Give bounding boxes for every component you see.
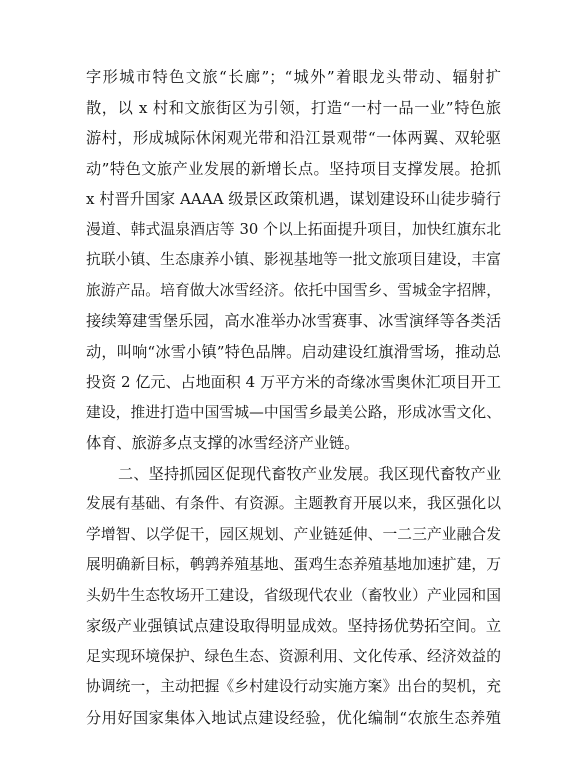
document-page: [86, 62, 501, 733]
paragraph-1: [86, 62, 501, 459]
paragraph-line: 旅游产品。培育做大冰雪经济。依托中国雪乡、雪城金字招牌，: [86, 281, 501, 299]
paragraph-line: 投资 2 亿元、占地面积 4 万平方米的奇缘冰雪奥休汇项目开工: [86, 373, 501, 391]
paragraph-line: x 村晋升国家 AAAA 级景区政策机遇，谋划建设环山徒步骑行: [86, 190, 501, 208]
paragraph-line: 动，叫响“冰雪小镇”特色品牌。启动建设红旗滑雪场，推动总: [86, 342, 501, 361]
paragraph-line: 头奶牛生态牧场开工建设，省级现代农业（畜牧业）产业园和国: [86, 586, 501, 604]
paragraph-line: 抗联小镇、生态康养小镇、影视基地等一批文旅项目建设，丰富: [86, 251, 501, 268]
paragraph-line: 学增智、以学促干，园区规划、产业链延伸、一二三产业融合发: [86, 525, 501, 543]
paragraph-line: 动”特色文旅产业发展的新增长点。坚持项目支撑发展。抢抓: [86, 159, 501, 178]
paragraph-line: 协调统一，主动把握《乡村建设行动实施方案》出台的契机，充: [86, 678, 501, 695]
paragraph-line: 发展有基础、有条件、有资源。主题教育开展以来，我区强化以: [86, 495, 501, 512]
paragraph-line: 字形城市特色文旅“长廊”；“城外”着眼龙头带动、辐射扩: [86, 68, 501, 86]
paragraph-line: 游村，形成城际休闲观光带和沿江景观带“一体两翼、双轮驱: [86, 129, 501, 147]
paragraph-line: 建设，推进打造中国雪城—中国雪乡最美公路，形成冰雪文化、: [86, 403, 501, 421]
paragraph-2: [86, 459, 501, 734]
section-heading-line: 二、坚持抓园区促现代畜牧产业发展。我区现代畜牧产业: [118, 464, 501, 483]
paragraph-line: 散，以 x 村和文旅街区为引领，打造“一村一品一业”特色旅: [86, 98, 501, 117]
paragraph-line: 家级产业强镇试点建设取得明显成效。坚持扬优势拓空间。立: [86, 617, 501, 635]
paragraph-line: 分用好国家集体入地试点建设经验，优化编制“农旅生态养殖: [86, 708, 501, 727]
paragraph-line: 体育、旅游多点支撑的冰雪经济产业链。: [86, 434, 360, 452]
paragraph-line: 漫道、韩式温泉酒店等 30 个以上拓面提升项目，加快红旗东北: [86, 220, 501, 238]
paragraph-line: 展明确新目标，鹌鹑养殖基地、蛋鸡生态养殖基地加速扩建，万: [86, 556, 501, 573]
paragraph-line: 足实现环境保护、绿色生态、资源利用、文化传承、经济效益的: [86, 647, 501, 665]
paragraph-line: 接续筹建雪堡乐园，高水准举办冰雪赛事、冰雪演绎等各类活: [86, 312, 501, 330]
